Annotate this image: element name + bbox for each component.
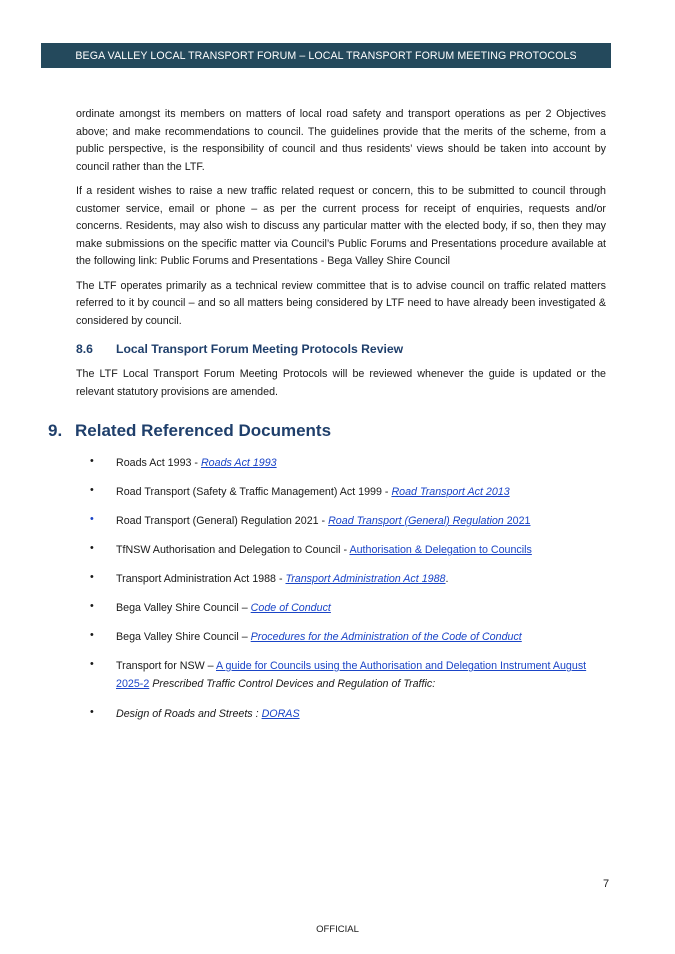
link-doras[interactable]: DORAS (261, 708, 300, 720)
ref-prefix: Bega Valley Shire Council – (116, 631, 251, 643)
page-header-banner (41, 43, 611, 68)
bullet: • (90, 706, 94, 718)
bullet: • (90, 542, 94, 554)
bullet: • (90, 571, 94, 583)
bullet: • (90, 629, 94, 641)
ref-prefix: Road Transport (General) Regulation 2021 - (116, 515, 329, 527)
paragraph-3: The LTF operates primarily as a technical review committee that is to advise council on traffic related matters referred to it by council – and so all matters being considered by LTF need to have already been investigated & considered by council. (76, 279, 606, 327)
section-8-6-title: Local Transport Forum Meeting Protocols Review (116, 342, 404, 356)
link-road-transport-regulation[interactable]: Road Transport (General) Regulation (328, 515, 504, 527)
ref-prefix: Design of Roads and Streets : (116, 708, 262, 720)
paragraph-2: If a resident wishes to raise a new traffic related request or concern, this to be submitted to council through customer service, email or phone – as per the current process for receipt of enquiries, requests and/or concerns. Residents, may also wish to discuss any particular matter with the elected body, if so, then they may make submissions on the specific matter via Council’s Public Forums and Presentations procedure available at the following link: Public Forums and Presentations - Bega Valley Shire Council (76, 185, 606, 267)
section-9-heading (48, 421, 331, 441)
bullet: • (90, 600, 94, 612)
link-regulation-year[interactable]: 2021 (503, 515, 531, 527)
ref-prefix: Bega Valley Shire Council – (116, 602, 251, 614)
ref-prefix: Roads Act 1993 - (116, 457, 201, 469)
ref-prefix: Transport Administration Act 1988 - (116, 573, 286, 585)
link-roads-act[interactable]: Roads Act 1993 (200, 457, 277, 469)
section-9-title: Related Referenced Documents (75, 421, 332, 440)
ref-suffix: Prescribed Traffic Control Devices and Regulation of Traffic: (149, 677, 436, 690)
bullet: • (90, 658, 94, 670)
section-8-6-body (76, 366, 606, 408)
link-road-transport-act[interactable]: Road Transport Act 2013 (391, 486, 510, 498)
ref-prefix: Transport for NSW – (116, 660, 216, 672)
link-code-procedures[interactable]: Procedures for the Administration of the Code of Conduct (250, 631, 522, 643)
link-tfnsw-guide[interactable]: A guide for Councils using the Authorisation and Delegation Instrument August 2025-2 (116, 660, 587, 690)
section-8-6-heading (76, 342, 403, 356)
paragraph-1: ordinate amongst its members on matters of local road safety and transport operations as per 2 Objectives above; and make recommendations to council. The guidelines provide that the merits of the scheme, from a public perspective, is the responsibility of council and thus residents’ views should be taken into account by council rather than the LTF. (76, 108, 606, 173)
footer-classification: OFFICIAL (316, 924, 359, 935)
link-authorisation-delegation[interactable]: Authorisation & Delegation to Councils (349, 544, 532, 556)
section-8-6-number: 8.6 (76, 342, 93, 356)
section-8-6-text: The LTF Local Transport Forum Meeting Protocols will be reviewed whenever the guide is updated or the relevant statutory provisions are amended. (76, 368, 606, 398)
link-transport-admin-act[interactable]: Transport Administration Act 1988 (285, 573, 446, 585)
bullet: • (90, 513, 94, 525)
section-8-5-body (76, 106, 606, 337)
bullet: • (90, 484, 94, 496)
ref-prefix: Road Transport (Safety & Traffic Management) Act 1999 - (116, 486, 392, 498)
ref-suffix: . (445, 573, 449, 585)
link-code-of-conduct[interactable]: Code of Conduct (250, 602, 331, 614)
page-number: 7 (603, 878, 610, 890)
header-title: BEGA VALLEY LOCAL TRANSPORT FORUM – LOCAL TRANSPORT FORUM MEETING PROTOCOLS (75, 49, 577, 62)
ref-prefix: TfNSW Authorisation and Delegation to Council - (116, 544, 350, 556)
bullet: • (90, 455, 94, 467)
section-9-number: 9. (48, 421, 63, 440)
